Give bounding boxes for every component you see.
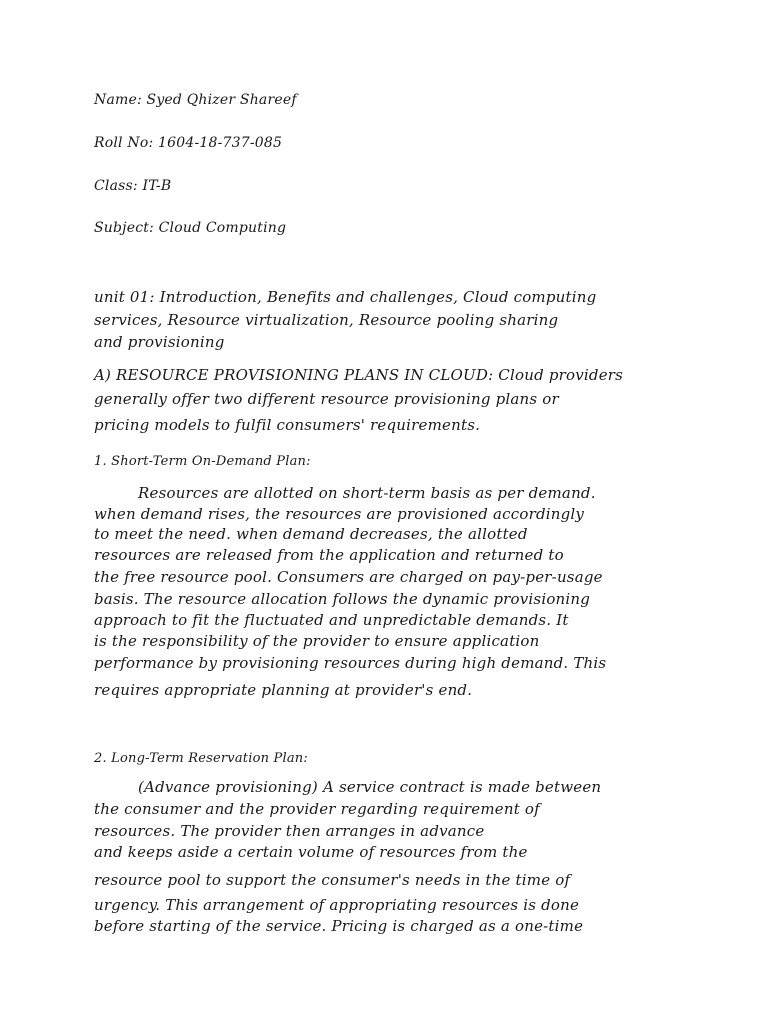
plan1-line: to meet the need. when demand decreases, the allotted [94,525,528,543]
plan2-line: (Advance provisioning) A service contract is made between [138,778,602,796]
plan1-line: performance by provisioning resources during high demand. This [94,654,607,672]
plan2-line: and keeps aside a certain volume of resources from the [94,843,528,861]
plan2-heading: 2. Long-Term Reservation Plan: [94,751,308,766]
unit-line: and provisioning [94,333,225,351]
plan1-line: basis. The resource allocation follows the dynamic provisioning [94,590,591,608]
student-name: Name: Syed Qhizer Shareef [94,92,297,108]
plan1-line: Resources are allotted on short-term basis as per demand. [138,484,596,502]
unit-line: unit 01: Introduction, Benefits and challenges, Cloud computing [94,288,597,306]
plan2-line: the consumer and the provider regarding requirement of [94,800,540,818]
plan1-line: the free resource pool. Consumers are charged on pay-per-usage [94,568,603,586]
section-a-line: A) RESOURCE PROVISIONING PLANS IN CLOUD: Cloud providers [94,366,624,384]
plan1-line: resources are released from the application and returned to [94,546,564,564]
plan2-line: urgency. This arrangement of appropriating resources is done [94,896,580,914]
plan1-line: is the responsibility of the provider to ensure application [94,632,540,650]
plan1-line: approach to fit the fluctuated and unpredictable demands. It [94,611,569,629]
subject-label: Subject: Cloud Computing [94,220,287,236]
plan2-line: before starting of the service. Pricing is charged as a one-time [94,917,584,935]
plan2-line: resources. The provider then arranges in advance [94,822,485,840]
section-a-line: generally offer two different resource provisioning plans or [94,390,559,408]
plan1-heading: 1. Short-Term On-Demand Plan: [94,454,311,469]
class-label: Class: IT-B [94,178,172,194]
unit-line: services, Resource virtualization, Resource pooling sharing [94,311,559,329]
plan1-line: when demand rises, the resources are provisioned accordingly [94,505,585,523]
plan2-line: resource pool to support the consumer's needs in the time of [94,871,571,889]
plan1-line: requires appropriate planning at provider's end. [94,681,473,699]
section-a-line: pricing models to fulfil consumers' requirements. [94,416,481,434]
roll-number: Roll No: 1604-18-737-085 [94,135,283,151]
